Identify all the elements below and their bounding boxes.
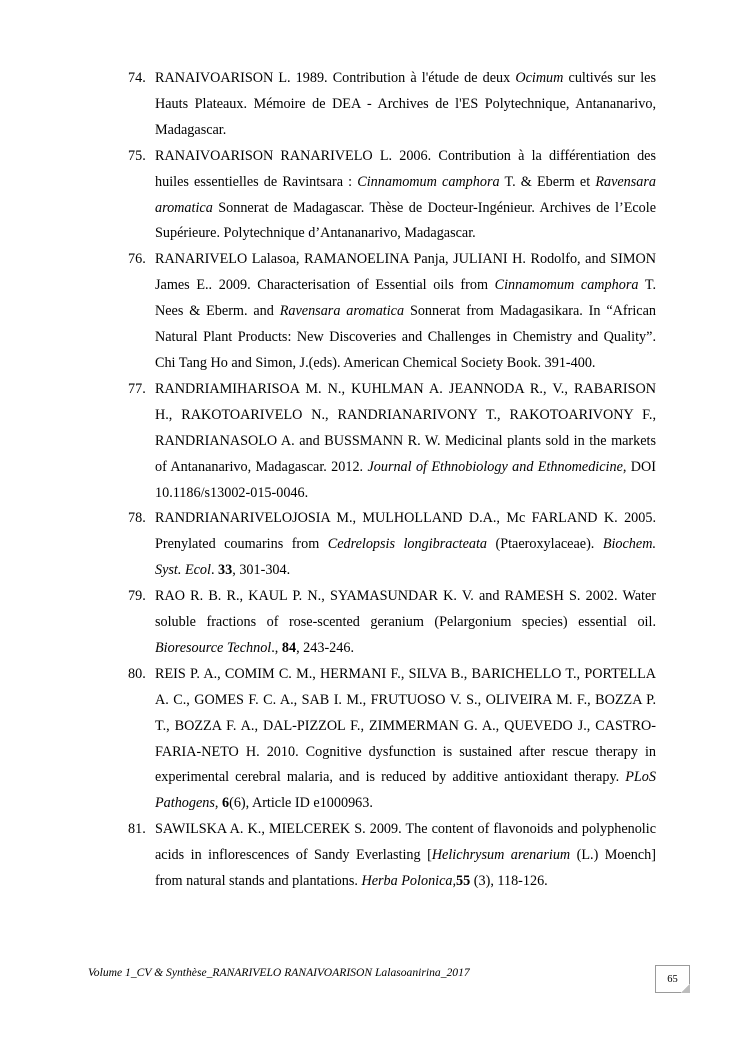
reference-segment: .,	[271, 639, 282, 656]
reference-segment: (3), 118-126.	[470, 873, 548, 890]
reference-italic-segment: Ravensara aromatica	[279, 303, 405, 320]
reference-italic-segment: Cedrelopsis longibracteata	[327, 536, 488, 553]
reference-text	[155, 377, 656, 507]
reference-number: 78.	[128, 510, 146, 527]
page-number: 65	[667, 973, 678, 985]
reference-italic-segment: Journal of Ethnobiology and Ethnomedicine	[367, 458, 623, 475]
reference-number: 80.	[128, 665, 146, 682]
reference-text	[155, 817, 656, 895]
reference-number: 74.	[128, 70, 146, 86]
reference-text	[155, 662, 656, 817]
reference-italic-segment: Cinnamomum camphora	[357, 173, 500, 190]
reference-item	[128, 662, 656, 817]
reference-segment: RAO R. B. R., KAUL P. N., SYAMASUNDAR K. V. and RAMESH S. 2002. Water soluble fractions of rose-scented geranium (Pelargonium species) essential oil.	[155, 588, 656, 631]
reference-text	[155, 247, 656, 377]
reference-italic-segment: Helichrysum arenarium	[431, 847, 571, 864]
reference-italic-segment: Ravensara aromatica	[155, 173, 656, 216]
reference-bold-segment: 55	[456, 873, 471, 890]
reference-segment: T. Nees & Eberm. and	[155, 277, 656, 320]
reference-number: 77.	[128, 380, 146, 397]
reference-number: 79.	[128, 588, 146, 605]
reference-text	[155, 144, 656, 248]
reference-number: 76.	[128, 251, 146, 268]
reference-italic-segment: Cinnamomum camphora	[494, 277, 639, 294]
reference-text	[155, 66, 656, 144]
reference-segment: ,	[214, 795, 222, 812]
reference-segment: RANAIVOARISON RANARIVELO L. 2006. Contribution à la différentiation des huiles essentielles de Ravintsara :	[155, 147, 656, 190]
reference-text	[155, 506, 656, 584]
reference-segment: RANARIVELO Lalasoa, RAMANOELINA Panja, JULIANI H. Rodolfo, and SIMON James E.. 2009. Characterisation of Essential oils from	[155, 251, 656, 294]
reference-item	[128, 247, 656, 377]
reference-segment: .	[210, 562, 219, 579]
reference-italic-segment: Ocimum	[515, 70, 564, 86]
reference-segment: RANDRIAMIHARISOA M. N., KUHLMAN A. JEANNODA R., V., RABARISON H., RAKOTOARIVELO N., RANDRIANARIVONY T., RAKOTOARIVONY F., RANDRIANASOLO A. and BUSSMANN R. W. Medicinal plants sold in the markets of Antananarivo, Madagascar. 2012.	[155, 380, 656, 475]
reference-item	[128, 144, 656, 248]
reference-italic-segment: Herba Polonica,	[361, 873, 457, 890]
reference-number: 75.	[128, 147, 146, 164]
reference-text	[155, 584, 656, 662]
reference-item	[128, 584, 656, 662]
reference-segment: cultivés sur les Hauts Plateaux. Mémoire de DEA - Archives de l'ES Polytechnique, Antananarivo, Madagascar.	[155, 70, 656, 138]
reference-segment: (L.) Moench] from natural stands and plantations.	[155, 847, 657, 890]
reference-italic-segment: Bioresource Technol	[155, 639, 272, 656]
reference-segment: Sonnerat from Madagasikara. In “African Natural Plant Products: New Discoveries and Challenges in Chemistry and Quality”. Chi Tang Ho and Simon, J.(eds). American Chemical Society Book. 391-400.	[155, 303, 656, 371]
reference-item	[128, 66, 656, 144]
reference-italic-segment: PLoS Pathogens	[155, 769, 656, 812]
reference-segment: RANAIVOARISON L. 1989. Contribution à l'étude de deux	[155, 70, 516, 86]
reference-list	[128, 66, 656, 895]
reference-item	[128, 817, 656, 895]
page-fold-corner	[681, 984, 690, 993]
reference-segment: , 301-304.	[232, 562, 291, 579]
reference-segment: T. & Eberm et	[499, 173, 596, 190]
reference-item	[128, 506, 656, 584]
reference-bold-segment: 6	[222, 795, 230, 812]
reference-bold-segment: 33	[218, 562, 233, 579]
reference-segment: , DOI 10.1186/s13002-015-0046.	[155, 458, 657, 501]
reference-segment: SAWILSKA A. K., MIELCEREK S. 2009. The content of flavonoids and polyphenolic acids in inflorescences of Sandy Everlasting [	[155, 821, 656, 864]
reference-bold-segment: 84	[281, 639, 297, 656]
reference-segment: REIS P. A., COMIM C. M., HERMANI F., SILVA B., BARICHELLO T., PORTELLA A. C., GOMES F. C. A., SAB I. M., FRUTUOSO V. S., OLIVEIRA M. F., BOZZA P. T., BOZZA F. A., DAL-PIZZOL F., ZIMMERMAN G. A., QUEVEDO J., CASTRO-FARIA-NETO H. 2010. Cognitive dysfunction is sustained after rescue therapy in experimental cerebral malaria, and is reduced by additive antioxidant therapy.	[155, 665, 656, 786]
reference-segment: (Ptaeroxylaceae).	[487, 536, 603, 553]
reference-item	[128, 377, 656, 507]
reference-segment: Sonnerat de Madagascar. Thèse de Docteur-Ingénieur. Archives de l’Ecole Supérieure. Polytechnique d’Antananarivo, Madagascar.	[155, 199, 656, 242]
page-number-box	[655, 965, 690, 993]
reference-segment: RANDRIANARIVELOJOSIA M., MULHOLLAND D.A., Mc FARLAND K. 2005. Prenylated coumarins from	[155, 510, 656, 553]
reference-number: 81.	[128, 821, 146, 838]
reference-segment: (6), Article ID e1000963.	[229, 795, 373, 812]
reference-segment: , 243-246.	[296, 639, 355, 656]
reference-italic-segment: Biochem. Syst. Ecol	[155, 536, 656, 579]
footer-running-title: Volume 1_CV & Synthèse_RANARIVELO RANAIVOARISON Lalasoanirina_2017	[88, 966, 470, 979]
